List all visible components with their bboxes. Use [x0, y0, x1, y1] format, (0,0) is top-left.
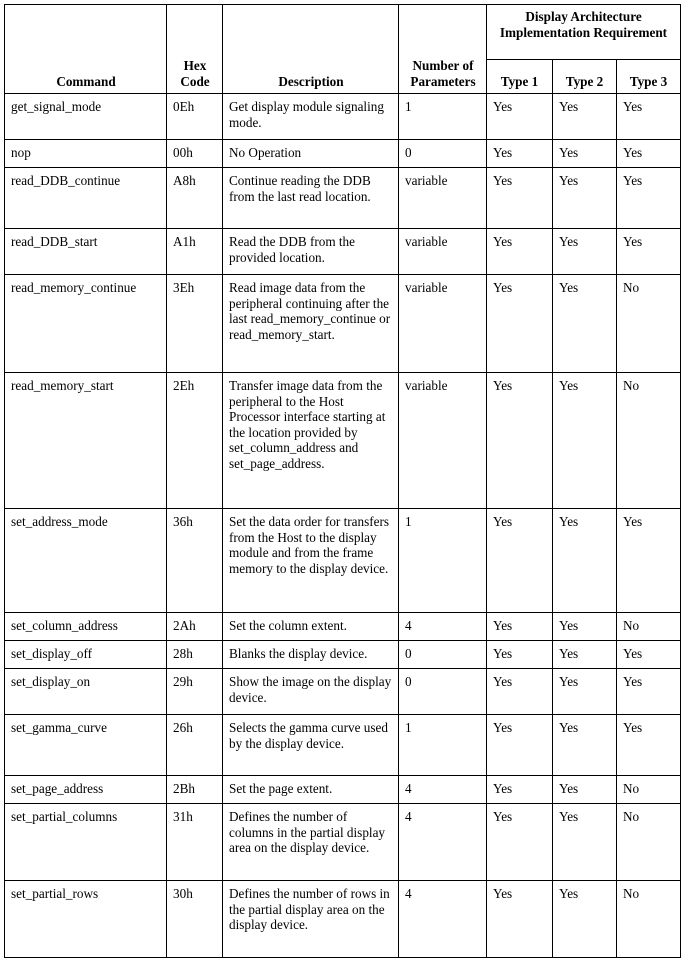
cell-type-3: Yes	[617, 715, 681, 776]
cell-command: set_display_off	[5, 641, 167, 669]
cell-type-3: Yes	[617, 94, 681, 140]
cell-type-1: Yes	[487, 229, 553, 275]
cell-number-of-parameters: variable	[399, 168, 487, 229]
table-row	[5, 669, 681, 715]
cell-hex-code: 36h	[167, 509, 223, 613]
cell-description: Set the data order for transfers from the Host to the display module and from the frame memory to the display device.	[223, 509, 399, 613]
header-display-architecture-requirement: Display Architecture Implementation Requirement	[487, 5, 681, 60]
cell-type-3: Yes	[617, 641, 681, 669]
cell-type-3: Yes	[617, 669, 681, 715]
cell-number-of-parameters: variable	[399, 229, 487, 275]
cell-type-2: Yes	[553, 373, 617, 509]
table-row	[5, 168, 681, 229]
cell-type-1: Yes	[487, 715, 553, 776]
header-type-1: Type 1	[487, 60, 553, 94]
cell-number-of-parameters: 0	[399, 140, 487, 168]
cell-command: read_memory_continue	[5, 275, 167, 373]
cell-type-2: Yes	[553, 804, 617, 881]
command-table-container	[4, 4, 681, 958]
cell-type-1: Yes	[487, 509, 553, 613]
cell-type-1: Yes	[487, 613, 553, 641]
cell-command: set_column_address	[5, 613, 167, 641]
cell-description: Selects the gamma curve used by the display device.	[223, 715, 399, 776]
cell-type-2: Yes	[553, 509, 617, 613]
header-description: Description	[223, 5, 399, 94]
cell-command: set_address_mode	[5, 509, 167, 613]
cell-number-of-parameters: 1	[399, 94, 487, 140]
cell-description: Set the column extent.	[223, 613, 399, 641]
cell-number-of-parameters: 4	[399, 881, 487, 958]
header-command: Command	[5, 5, 167, 94]
cell-type-2: Yes	[553, 613, 617, 641]
cell-description: Show the image on the display device.	[223, 669, 399, 715]
cell-hex-code: 2Eh	[167, 373, 223, 509]
table-row	[5, 140, 681, 168]
cell-command: set_partial_rows	[5, 881, 167, 958]
cell-description: Defines the number of columns in the partial display area on the display device.	[223, 804, 399, 881]
cell-hex-code: 30h	[167, 881, 223, 958]
cell-number-of-parameters: 1	[399, 509, 487, 613]
cell-type-1: Yes	[487, 881, 553, 958]
cell-command: set_partial_columns	[5, 804, 167, 881]
header-hex-code: Hex Code	[167, 5, 223, 94]
cell-number-of-parameters: variable	[399, 275, 487, 373]
cell-hex-code: 2Bh	[167, 776, 223, 804]
cell-command: set_page_address	[5, 776, 167, 804]
cell-description: Continue reading the DDB from the last read location.	[223, 168, 399, 229]
cell-type-1: Yes	[487, 669, 553, 715]
command-table	[4, 4, 681, 958]
cell-hex-code: 00h	[167, 140, 223, 168]
cell-type-2: Yes	[553, 669, 617, 715]
cell-number-of-parameters: variable	[399, 373, 487, 509]
table-row	[5, 776, 681, 804]
cell-type-2: Yes	[553, 881, 617, 958]
cell-type-2: Yes	[553, 229, 617, 275]
cell-number-of-parameters: 1	[399, 715, 487, 776]
cell-number-of-parameters: 4	[399, 804, 487, 881]
cell-type-1: Yes	[487, 140, 553, 168]
cell-type-3: No	[617, 275, 681, 373]
cell-type-1: Yes	[487, 94, 553, 140]
cell-command: read_DDB_continue	[5, 168, 167, 229]
table-row	[5, 509, 681, 613]
cell-command: read_DDB_start	[5, 229, 167, 275]
cell-type-1: Yes	[487, 373, 553, 509]
cell-type-3: Yes	[617, 509, 681, 613]
cell-hex-code: 28h	[167, 641, 223, 669]
cell-hex-code: 0Eh	[167, 94, 223, 140]
header-type-3: Type 3	[617, 60, 681, 94]
cell-type-2: Yes	[553, 94, 617, 140]
cell-type-2: Yes	[553, 140, 617, 168]
cell-command: set_display_on	[5, 669, 167, 715]
cell-type-2: Yes	[553, 715, 617, 776]
cell-type-3: No	[617, 804, 681, 881]
cell-type-1: Yes	[487, 776, 553, 804]
cell-number-of-parameters: 0	[399, 669, 487, 715]
table-row	[5, 94, 681, 140]
cell-description: Get display module signaling mode.	[223, 94, 399, 140]
cell-description: Read the DDB from the provided location.	[223, 229, 399, 275]
cell-type-2: Yes	[553, 275, 617, 373]
cell-type-3: No	[617, 776, 681, 804]
table-row	[5, 275, 681, 373]
cell-type-2: Yes	[553, 776, 617, 804]
cell-number-of-parameters: 4	[399, 776, 487, 804]
cell-command: set_gamma_curve	[5, 715, 167, 776]
cell-description: Transfer image data from the peripheral to the Host Processor interface starting at the location provided by set_column_address and set_page_address.	[223, 373, 399, 509]
cell-command: get_signal_mode	[5, 94, 167, 140]
table-row	[5, 373, 681, 509]
header-type-2: Type 2	[553, 60, 617, 94]
cell-description: No Operation	[223, 140, 399, 168]
header-number-of-parameters: Number of Parameters	[399, 5, 487, 94]
table-row	[5, 641, 681, 669]
cell-hex-code: A8h	[167, 168, 223, 229]
cell-command: nop	[5, 140, 167, 168]
table-row	[5, 229, 681, 275]
cell-hex-code: 2Ah	[167, 613, 223, 641]
cell-type-3: Yes	[617, 140, 681, 168]
table-row	[5, 804, 681, 881]
cell-number-of-parameters: 4	[399, 613, 487, 641]
cell-description: Blanks the display device.	[223, 641, 399, 669]
cell-type-3: No	[617, 613, 681, 641]
cell-command: read_memory_start	[5, 373, 167, 509]
table-row	[5, 613, 681, 641]
cell-type-3: Yes	[617, 229, 681, 275]
cell-description: Read image data from the peripheral continuing after the last read_memory_continue or read_memory_start.	[223, 275, 399, 373]
cell-type-2: Yes	[553, 168, 617, 229]
cell-type-2: Yes	[553, 641, 617, 669]
cell-description: Defines the number of rows in the partial display area on the display device.	[223, 881, 399, 958]
cell-type-1: Yes	[487, 641, 553, 669]
cell-description: Set the page extent.	[223, 776, 399, 804]
table-body	[5, 94, 681, 958]
cell-hex-code: 26h	[167, 715, 223, 776]
cell-type-1: Yes	[487, 275, 553, 373]
cell-type-3: Yes	[617, 168, 681, 229]
cell-hex-code: 31h	[167, 804, 223, 881]
cell-type-3: No	[617, 373, 681, 509]
table-row	[5, 715, 681, 776]
cell-number-of-parameters: 0	[399, 641, 487, 669]
cell-type-1: Yes	[487, 804, 553, 881]
cell-type-1: Yes	[487, 168, 553, 229]
cell-hex-code: 29h	[167, 669, 223, 715]
cell-hex-code: A1h	[167, 229, 223, 275]
table-row	[5, 881, 681, 958]
cell-hex-code: 3Eh	[167, 275, 223, 373]
cell-type-3: No	[617, 881, 681, 958]
